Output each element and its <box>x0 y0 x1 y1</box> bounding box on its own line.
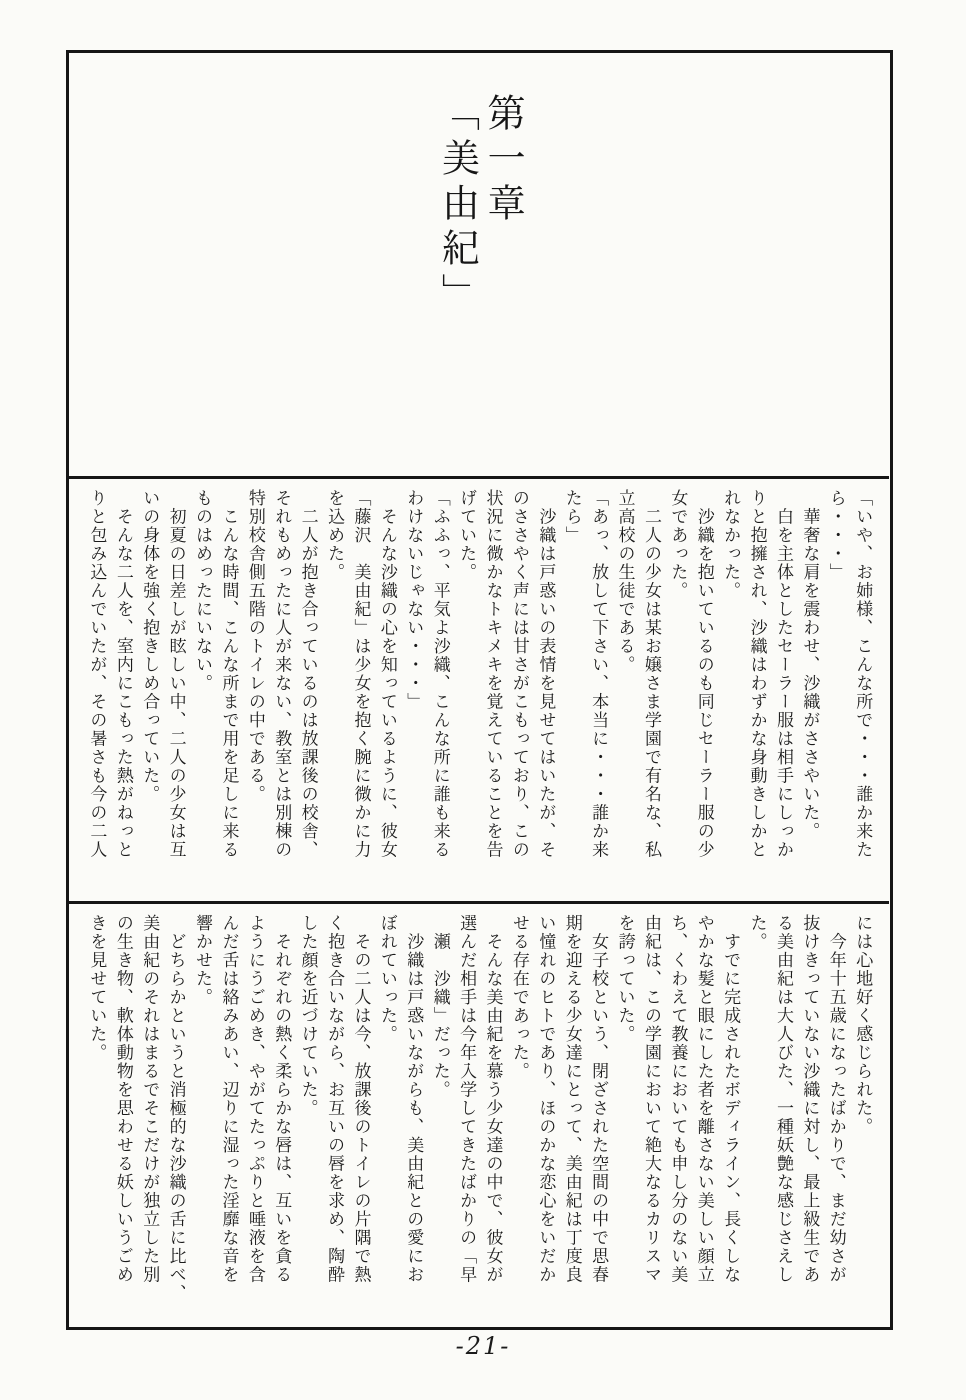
text-line: いの身体を強く抱きしめ合っていた。 <box>139 489 160 804</box>
text-line: 今年十五歳になったばかりで、まだ幼さが <box>825 914 846 1284</box>
text-line: には心地好く感じられた。 <box>852 914 873 1136</box>
text-line: 二人の少女は某お嬢さま学園で有名な、私 <box>640 489 661 859</box>
text-line: 状況に微かなトキメキを覚えていることを告 <box>482 489 503 859</box>
text-line: 立高校の生徒である。 <box>614 489 635 674</box>
text-line: く抱き合いながら、お互いの唇を求め、陶酔 <box>324 914 345 1284</box>
text-line: どちらかというと消極的な沙織の舌に比べ、 <box>165 914 186 1303</box>
text-line: 響かせた。 <box>192 914 213 1007</box>
text-line: のささやく声には甘さがこもっており、この <box>508 489 529 859</box>
text-line: すでに完成されたボディライン、長くしな <box>720 914 741 1284</box>
text-line: その二人は今、放課後のトイレの片隅で熱 <box>350 914 371 1284</box>
text-line: こんな時間、こんな所まで用を足しに来る <box>218 489 239 859</box>
text-line: せる存在であった。 <box>508 914 529 1081</box>
text-line: 女子校という、閉ざされた空間の中で思春 <box>588 914 609 1284</box>
text-line: 瀬 沙織」だった。 <box>429 914 450 1099</box>
text-line: ら・・・」 <box>825 489 846 582</box>
text-line: を込めた。 <box>324 489 345 582</box>
text-line: れなかった。 <box>720 489 741 600</box>
text-line: 選んだ相手は今年入学してきたばかりの「早 <box>456 914 477 1284</box>
text-line: そんな二人を、室内にこもった熱がねっと <box>112 489 133 859</box>
text-line: げていた。 <box>456 489 477 582</box>
text-line: る美由紀は大人びた、一種妖艶な感じさえし <box>772 914 793 1284</box>
text-line: きを見せていた。 <box>86 914 107 1062</box>
chapter-number-text: 第一章 <box>481 93 526 228</box>
text-line: の生き物、軟体動物を思わせる妖しいうごめ <box>112 914 133 1284</box>
text-line: ようにうごめき、やがてたっぷりと唾液を含 <box>244 914 265 1284</box>
text-line: ものはめったにいない。 <box>192 489 213 693</box>
text-line: 沙織を抱いているのも同じセーラー服の少 <box>693 489 714 859</box>
text-line: 初夏の日差しが眩しい中、二人の少女は互 <box>165 489 186 859</box>
text-line: 白を主体としたセーラー服は相手にしっか <box>772 489 793 859</box>
text-line: たら」 <box>561 489 582 545</box>
text-line: した顔を近づけていた。 <box>297 914 318 1118</box>
text-line: そんな美由紀を慕う少女達の中で、彼女が <box>482 914 503 1284</box>
text-line: た。 <box>746 914 767 951</box>
text-line: い憧れのヒトであり、ほのかな恋心をいだか <box>535 914 556 1284</box>
text-line: を誇っていた。 <box>614 914 635 1044</box>
text-line: ち、くわえて教養においても申し分のない美 <box>667 914 688 1284</box>
text-line: 二人が抱き合っているのは放課後の校舎、 <box>297 489 318 859</box>
title-section <box>69 53 890 476</box>
chapter-title <box>434 53 525 476</box>
text-line: 女であった。 <box>667 489 688 600</box>
text-line: 美由紀のそれはまるでそこだけが独立した別 <box>139 914 160 1284</box>
chapter-name-text: 「美由紀」 <box>435 93 480 318</box>
bottom-text-section <box>69 901 889 1330</box>
text-line: 特別校舎側五階のトイレの中である。 <box>244 489 265 804</box>
text-line: そんな沙織の心を知っているように、彼女 <box>376 489 397 859</box>
text-line: 「藤沢 美由紀」は少女を抱く腕に微かに力 <box>350 489 371 859</box>
text-line: やかな髪と眼にした者を離さない美しい顔立 <box>693 914 714 1284</box>
text-line: 由紀は、この学園において絶大なるカリスマ <box>640 914 661 1284</box>
text-line: 「あっ、放して下さい、本当に・・・誰か来 <box>588 489 609 859</box>
text-line: わけないじゃない・・・」 <box>403 489 424 711</box>
text-line: 華奢な肩を震わせ、沙織がささやいた。 <box>799 489 820 841</box>
content-frame <box>66 50 893 1330</box>
text-line: りと抱擁され、沙織はわずかな身動きしかと <box>746 489 767 859</box>
text-line: 抜けきっていない沙織に対し、最上級生であ <box>799 914 820 1284</box>
text-line: 期を迎える少女達にとって、美由紀は丁度良 <box>561 914 582 1284</box>
text-line: ぼれていった。 <box>376 914 397 1044</box>
page-number: -21- <box>455 1332 511 1360</box>
text-line: りと包み込んでいたが、その暑さも今の二人 <box>86 489 107 859</box>
text-line: んだ舌は絡みあい、辺りに湿った淫靡な音を <box>218 914 239 1284</box>
middle-text-section <box>69 476 889 901</box>
text-line: 「ふふっ、平気よ沙織、こんな所に誰も来る <box>429 489 450 859</box>
text-line: それぞれの熱く柔らかな唇は、互いを貪る <box>271 914 292 1284</box>
text-line: 沙織は戸惑いの表情を見せてはいたが、そ <box>535 489 556 859</box>
text-line: 「いや、お姉様、こんな所で・・・誰か来た <box>852 489 873 859</box>
text-line: それもめったに人が来ない、教室とは別棟の <box>271 489 292 859</box>
text-line: 沙織は戸惑いながらも、美由紀との愛にお <box>403 914 424 1284</box>
